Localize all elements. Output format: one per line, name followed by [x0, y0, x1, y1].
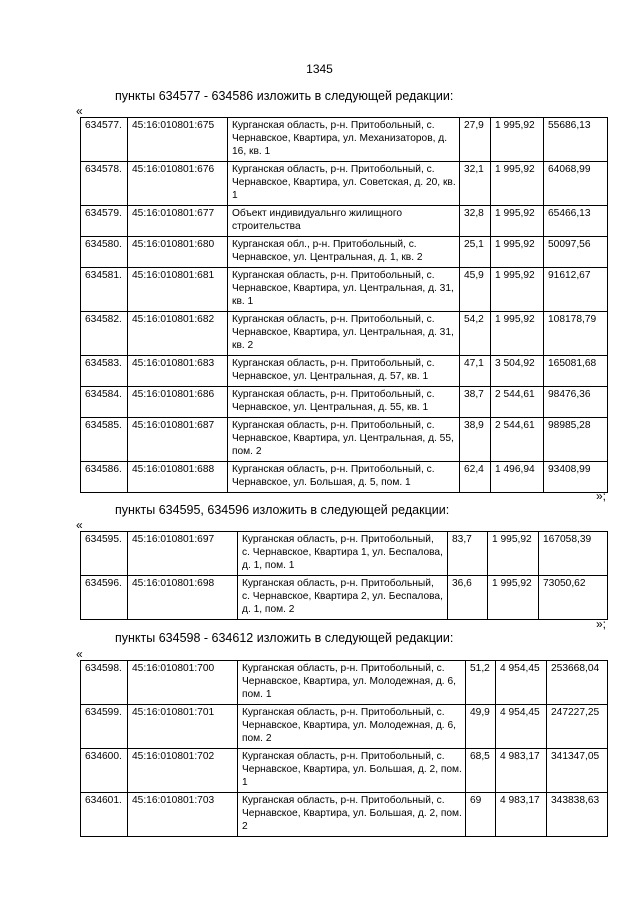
address: Курганская область, р-н. Притобольный, с. Чернавское, Квартира, ул. Центральная, д. 55, пом. 2 [228, 418, 460, 462]
cadastral-number: 45:16:010801:686 [128, 387, 228, 418]
address: Курганская область, р-н. Притобольный, с. Чернавское, Квартира, ул. Молодежная, д. 6, пом. 2 [238, 705, 466, 749]
address: Курганская область, р-н. Притобольный, с. Чернавское, Квартира, ул. Механизаторов, д. 16, кв. 1 [228, 118, 460, 162]
area: 32,8 [460, 206, 491, 237]
section-1-table [80, 117, 608, 493]
cadastral-number: 45:16:010801:676 [128, 162, 228, 206]
rate: 1 995,92 [491, 162, 544, 206]
section-1-intro: пункты 634577 - 634586 изложить в следующей редакции: [115, 89, 454, 103]
table-row [81, 206, 608, 237]
address: Курганская область, р-н. Притобольный, с. Чернавское, Квартира 2, ул. Беспалова, д. 1, пом. 2 [238, 576, 448, 620]
item-number: 634579. [81, 206, 128, 237]
item-number: 634598. [81, 661, 128, 705]
item-number: 634600. [81, 749, 128, 793]
address: Курганская область, р-н. Притобольный, с. Чернавское, ул. Центральная, д. 57, кв. 1 [228, 356, 460, 387]
area: 36,6 [448, 576, 488, 620]
table-row [81, 118, 608, 162]
item-number: 634577. [81, 118, 128, 162]
table-row [81, 237, 608, 268]
section-3-intro: пункты 634598 - 634612 изложить в следующей редакции: [115, 631, 454, 645]
rate: 2 544,61 [491, 418, 544, 462]
section-2-intro: пункты 634595, 634596 изложить в следующей редакции: [115, 503, 450, 517]
table-row [81, 749, 608, 793]
section-2-table [80, 531, 608, 620]
value: 98985,28 [544, 418, 608, 462]
area: 68,5 [466, 749, 496, 793]
cadastral-number: 45:16:010801:675 [128, 118, 228, 162]
table-row [81, 462, 608, 493]
address: Объект индивидуальнго жилищного строительства [228, 206, 460, 237]
value: 108178,79 [544, 312, 608, 356]
cadastral-number: 45:16:010801:677 [128, 206, 228, 237]
item-number: 634584. [81, 387, 128, 418]
item-number: 634596. [81, 576, 128, 620]
value: 253668,04 [547, 661, 608, 705]
rate: 1 995,92 [488, 532, 539, 576]
section-3-table [80, 660, 608, 837]
section-2-open-quote: « [76, 518, 83, 532]
area: 49,9 [466, 705, 496, 749]
value: 55686,13 [544, 118, 608, 162]
table-row [81, 576, 608, 620]
cadastral-number: 45:16:010801:702 [128, 749, 238, 793]
item-number: 634578. [81, 162, 128, 206]
item-number: 634583. [81, 356, 128, 387]
item-number: 634585. [81, 418, 128, 462]
address: Курганская область, р-н. Притобольный, с. Чернавское, Квартира, ул. Большая, д. 2, пом. 1 [238, 749, 466, 793]
rate: 4 983,17 [496, 749, 547, 793]
address: Курганская область, р-н. Притобольный, с. Чернавское, Квартира, ул. Советская, д. 20, кв. 1 [228, 162, 460, 206]
cadastral-number: 45:16:010801:683 [128, 356, 228, 387]
value: 65466,13 [544, 206, 608, 237]
table-row [81, 418, 608, 462]
value: 341347,05 [547, 749, 608, 793]
value: 167058,39 [539, 532, 608, 576]
section-1-close-quote: »; [596, 489, 607, 503]
table-row [81, 356, 608, 387]
area: 83,7 [448, 532, 488, 576]
address: Курганская обл., р-н. Притобольный, с. Чернавское, ул. Центральная, д. 1, кв. 2 [228, 237, 460, 268]
cadastral-number: 45:16:010801:680 [128, 237, 228, 268]
table-row [81, 268, 608, 312]
area: 54,2 [460, 312, 491, 356]
item-number: 634581. [81, 268, 128, 312]
address: Курганская область, р-н. Притобольный, с. Чернавское, ул. Большая, д. 5, пом. 1 [228, 462, 460, 493]
cadastral-number: 45:16:010801:701 [128, 705, 238, 749]
rate: 1 496,94 [491, 462, 544, 493]
rate: 1 995,92 [491, 118, 544, 162]
value: 91612,67 [544, 268, 608, 312]
value: 50097,56 [544, 237, 608, 268]
cadastral-number: 45:16:010801:681 [128, 268, 228, 312]
section-2-close-quote: »; [596, 617, 607, 631]
section-3-open-quote: « [76, 647, 83, 661]
value: 165081,68 [544, 356, 608, 387]
table-row [81, 532, 608, 576]
value: 343838,63 [547, 793, 608, 837]
cadastral-number: 45:16:010801:687 [128, 418, 228, 462]
area: 38,9 [460, 418, 491, 462]
rate: 3 504,92 [491, 356, 544, 387]
rate: 1 995,92 [491, 312, 544, 356]
cadastral-number: 45:16:010801:682 [128, 312, 228, 356]
cadastral-number: 45:16:010801:698 [128, 576, 238, 620]
item-number: 634599. [81, 705, 128, 749]
value: 64068,99 [544, 162, 608, 206]
rate: 1 995,92 [491, 206, 544, 237]
area: 51,2 [466, 661, 496, 705]
address: Курганская область, р-н. Притобольный, с. Чернавское, Квартира, ул. Центральная, д. 31, кв. 1 [228, 268, 460, 312]
area: 69 [466, 793, 496, 837]
cadastral-number: 45:16:010801:697 [128, 532, 238, 576]
rate: 4 954,45 [496, 705, 547, 749]
item-number: 634601. [81, 793, 128, 837]
item-number: 634582. [81, 312, 128, 356]
cadastral-number: 45:16:010801:688 [128, 462, 228, 493]
cadastral-number: 45:16:010801:700 [128, 661, 238, 705]
address: Курганская область, р-н. Притобольный, с. Чернавское, Квартира, ул. Большая, д. 2, пом. 2 [238, 793, 466, 837]
area: 38,7 [460, 387, 491, 418]
area: 45,9 [460, 268, 491, 312]
item-number: 634595. [81, 532, 128, 576]
item-number: 634586. [81, 462, 128, 493]
section-1-open-quote: « [76, 104, 83, 118]
table-row [81, 312, 608, 356]
value: 98476,36 [544, 387, 608, 418]
table-row [81, 661, 608, 705]
rate: 4 983,17 [496, 793, 547, 837]
area: 32,1 [460, 162, 491, 206]
area: 47,1 [460, 356, 491, 387]
area: 25,1 [460, 237, 491, 268]
area: 27,9 [460, 118, 491, 162]
rate: 1 995,92 [491, 237, 544, 268]
rate: 1 995,92 [488, 576, 539, 620]
value: 93408,99 [544, 462, 608, 493]
table-row [81, 162, 608, 206]
table-row [81, 705, 608, 749]
cadastral-number: 45:16:010801:703 [128, 793, 238, 837]
rate: 2 544,61 [491, 387, 544, 418]
rate: 1 995,92 [491, 268, 544, 312]
address: Курганская область, р-н. Притобольный, с. Чернавское, Квартира 1, ул. Беспалова, д. 1, пом. 1 [238, 532, 448, 576]
address: Курганская область, р-н. Притобольный, с. Чернавское, Квартира, ул. Центральная, д. 31, кв. 2 [228, 312, 460, 356]
address: Курганская область, р-н. Притобольный, с. Чернавское, ул. Центральная, д. 55, кв. 1 [228, 387, 460, 418]
page-number: 1345 [306, 62, 333, 76]
address: Курганская область, р-н. Притобольный, с. Чернавское, Квартира, ул. Молодежная, д. 6, пом. 1 [238, 661, 466, 705]
area: 62,4 [460, 462, 491, 493]
table-row [81, 793, 608, 837]
value: 73050,62 [539, 576, 608, 620]
rate: 4 954,45 [496, 661, 547, 705]
table-row [81, 387, 608, 418]
value: 247227,25 [547, 705, 608, 749]
item-number: 634580. [81, 237, 128, 268]
